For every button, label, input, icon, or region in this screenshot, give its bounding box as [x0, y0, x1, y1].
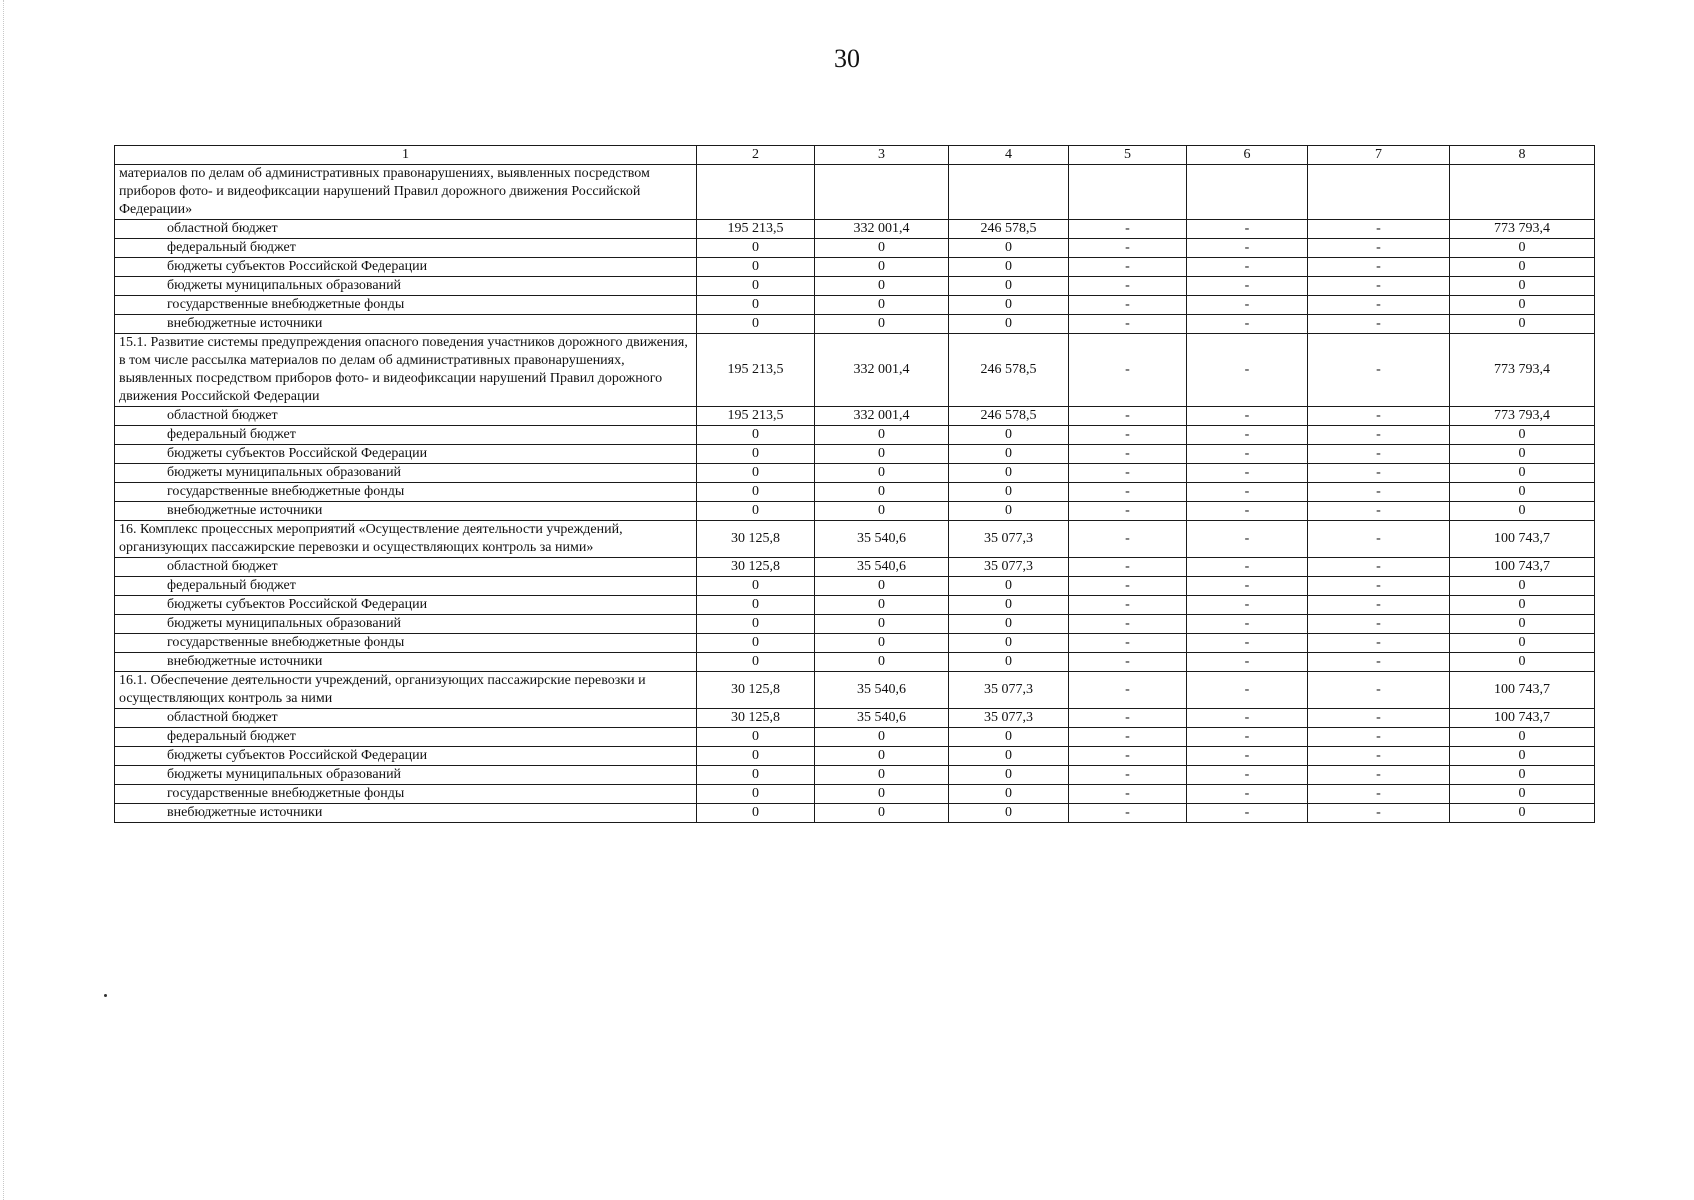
- column-number: 5: [1069, 146, 1187, 165]
- value-cell: 0: [815, 277, 949, 296]
- value-cell: 0: [1450, 258, 1595, 277]
- value-cell: 35 077,3: [949, 521, 1069, 558]
- table-row-source: [115, 239, 1595, 258]
- value-cell: 0: [815, 766, 949, 785]
- value-cell: 35 540,6: [815, 709, 949, 728]
- value-cell: -: [1308, 747, 1450, 766]
- value-cell: 0: [1450, 596, 1595, 615]
- value-cell: [697, 165, 815, 220]
- value-cell: 0: [949, 653, 1069, 672]
- row-description: бюджеты субъектов Российской Федерации: [115, 596, 697, 615]
- value-cell: 35 077,3: [949, 558, 1069, 577]
- value-cell: 0: [815, 296, 949, 315]
- value-cell: -: [1308, 483, 1450, 502]
- value-cell: [949, 165, 1069, 220]
- value-cell: 0: [949, 615, 1069, 634]
- table-body: [115, 146, 1595, 823]
- table-row-item: [115, 165, 1595, 220]
- value-cell: 195 213,5: [697, 407, 815, 426]
- page-number: 30: [834, 44, 860, 73]
- value-cell: 0: [697, 258, 815, 277]
- table-row-item: [115, 521, 1595, 558]
- value-cell: -: [1069, 239, 1187, 258]
- value-cell: 0: [1450, 296, 1595, 315]
- value-cell: 0: [949, 804, 1069, 823]
- value-cell: 773 793,4: [1450, 407, 1595, 426]
- value-cell: 0: [1450, 239, 1595, 258]
- value-cell: 0: [697, 445, 815, 464]
- value-cell: -: [1308, 464, 1450, 483]
- value-cell: 0: [949, 464, 1069, 483]
- value-cell: -: [1187, 672, 1308, 709]
- value-cell: -: [1069, 502, 1187, 521]
- value-cell: 195 213,5: [697, 334, 815, 407]
- value-cell: 0: [697, 502, 815, 521]
- row-description: областной бюджет: [115, 407, 697, 426]
- value-cell: -: [1187, 785, 1308, 804]
- value-cell: 195 213,5: [697, 220, 815, 239]
- value-cell: 0: [815, 596, 949, 615]
- value-cell: -: [1308, 653, 1450, 672]
- value-cell: 0: [815, 239, 949, 258]
- table-row-source: [115, 577, 1595, 596]
- value-cell: -: [1069, 296, 1187, 315]
- value-cell: 0: [949, 502, 1069, 521]
- value-cell: -: [1308, 277, 1450, 296]
- value-cell: 0: [697, 634, 815, 653]
- row-description: бюджеты субъектов Российской Федерации: [115, 445, 697, 464]
- value-cell: 0: [697, 785, 815, 804]
- value-cell: -: [1069, 407, 1187, 426]
- value-cell: 0: [697, 239, 815, 258]
- value-cell: 0: [1450, 483, 1595, 502]
- row-description: федеральный бюджет: [115, 426, 697, 445]
- row-description: 16.1. Обеспечение деятельности учреждений, организующих пассажирские перевозки и осуществляющих контроль за ними: [115, 672, 697, 709]
- value-cell: -: [1308, 785, 1450, 804]
- value-cell: 0: [1450, 785, 1595, 804]
- row-description: бюджеты муниципальных образований: [115, 766, 697, 785]
- value-cell: -: [1308, 407, 1450, 426]
- value-cell: 0: [697, 277, 815, 296]
- row-description: бюджеты муниципальных образований: [115, 615, 697, 634]
- scan-edge: [0, 0, 4, 1200]
- value-cell: -: [1069, 785, 1187, 804]
- value-cell: 0: [697, 296, 815, 315]
- value-cell: [1069, 165, 1187, 220]
- value-cell: 30 125,8: [697, 709, 815, 728]
- value-cell: [1308, 165, 1450, 220]
- row-description: федеральный бюджет: [115, 239, 697, 258]
- value-cell: 0: [697, 615, 815, 634]
- value-cell: -: [1187, 653, 1308, 672]
- row-description: государственные внебюджетные фонды: [115, 483, 697, 502]
- value-cell: -: [1069, 634, 1187, 653]
- table-row-source: [115, 407, 1595, 426]
- value-cell: -: [1187, 521, 1308, 558]
- value-cell: -: [1187, 296, 1308, 315]
- value-cell: 0: [1450, 277, 1595, 296]
- value-cell: -: [1308, 426, 1450, 445]
- value-cell: 0: [949, 277, 1069, 296]
- value-cell: 0: [815, 464, 949, 483]
- row-description: бюджеты субъектов Российской Федерации: [115, 747, 697, 766]
- value-cell: -: [1069, 464, 1187, 483]
- value-cell: -: [1308, 672, 1450, 709]
- value-cell: -: [1069, 558, 1187, 577]
- value-cell: 35 077,3: [949, 709, 1069, 728]
- value-cell: 30 125,8: [697, 558, 815, 577]
- value-cell: -: [1187, 747, 1308, 766]
- value-cell: -: [1187, 426, 1308, 445]
- value-cell: 0: [697, 596, 815, 615]
- value-cell: -: [1069, 521, 1187, 558]
- value-cell: 100 743,7: [1450, 672, 1595, 709]
- value-cell: -: [1187, 445, 1308, 464]
- value-cell: 0: [949, 577, 1069, 596]
- value-cell: 0: [949, 445, 1069, 464]
- value-cell: 246 578,5: [949, 220, 1069, 239]
- value-cell: -: [1069, 426, 1187, 445]
- value-cell: -: [1069, 766, 1187, 785]
- value-cell: -: [1069, 709, 1187, 728]
- value-cell: 0: [1450, 728, 1595, 747]
- value-cell: -: [1187, 577, 1308, 596]
- value-cell: 0: [949, 634, 1069, 653]
- value-cell: -: [1187, 315, 1308, 334]
- value-cell: 30 125,8: [697, 672, 815, 709]
- value-cell: -: [1308, 634, 1450, 653]
- value-cell: 0: [949, 785, 1069, 804]
- value-cell: -: [1308, 220, 1450, 239]
- value-cell: -: [1308, 315, 1450, 334]
- value-cell: 0: [815, 445, 949, 464]
- table-row-item: [115, 334, 1595, 407]
- table-row-source: [115, 804, 1595, 823]
- table-row-source: [115, 653, 1595, 672]
- value-cell: 0: [949, 483, 1069, 502]
- value-cell: 0: [815, 634, 949, 653]
- value-cell: -: [1187, 464, 1308, 483]
- table-row-source: [115, 596, 1595, 615]
- value-cell: 100 743,7: [1450, 709, 1595, 728]
- value-cell: 0: [1450, 615, 1595, 634]
- value-cell: -: [1069, 577, 1187, 596]
- value-cell: [1450, 165, 1595, 220]
- value-cell: 0: [815, 258, 949, 277]
- value-cell: 0: [949, 747, 1069, 766]
- column-number: 4: [949, 146, 1069, 165]
- value-cell: 0: [697, 747, 815, 766]
- table-row-source: [115, 709, 1595, 728]
- value-cell: -: [1187, 239, 1308, 258]
- value-cell: -: [1308, 577, 1450, 596]
- value-cell: 0: [1450, 634, 1595, 653]
- value-cell: -: [1308, 258, 1450, 277]
- column-number: 1: [115, 146, 697, 165]
- column-number: 6: [1187, 146, 1308, 165]
- value-cell: 35 540,6: [815, 521, 949, 558]
- value-cell: -: [1308, 521, 1450, 558]
- table-row-source: [115, 220, 1595, 239]
- value-cell: -: [1069, 220, 1187, 239]
- value-cell: -: [1187, 804, 1308, 823]
- table-row-source: [115, 483, 1595, 502]
- value-cell: 0: [815, 577, 949, 596]
- scan-speck: [104, 994, 107, 997]
- value-cell: -: [1069, 258, 1187, 277]
- value-cell: -: [1069, 277, 1187, 296]
- table-row-source: [115, 558, 1595, 577]
- value-cell: 773 793,4: [1450, 220, 1595, 239]
- value-cell: 332 001,4: [815, 334, 949, 407]
- value-cell: -: [1187, 502, 1308, 521]
- value-cell: 0: [949, 426, 1069, 445]
- row-description: государственные внебюджетные фонды: [115, 634, 697, 653]
- value-cell: -: [1187, 558, 1308, 577]
- value-cell: 0: [697, 804, 815, 823]
- value-cell: 332 001,4: [815, 407, 949, 426]
- column-number: 8: [1450, 146, 1595, 165]
- value-cell: 246 578,5: [949, 407, 1069, 426]
- value-cell: 0: [1450, 464, 1595, 483]
- table-row-source: [115, 296, 1595, 315]
- value-cell: -: [1308, 596, 1450, 615]
- value-cell: 0: [697, 577, 815, 596]
- value-cell: -: [1308, 766, 1450, 785]
- row-description: федеральный бюджет: [115, 728, 697, 747]
- value-cell: -: [1187, 615, 1308, 634]
- value-cell: 100 743,7: [1450, 521, 1595, 558]
- value-cell: 0: [949, 296, 1069, 315]
- value-cell: 0: [697, 426, 815, 445]
- row-description: областной бюджет: [115, 220, 697, 239]
- value-cell: -: [1308, 728, 1450, 747]
- value-cell: 0: [1450, 426, 1595, 445]
- row-description: материалов по делам об административных правонарушениях, выявленных посредством приборов фото- и видеофиксации нарушений Правил дорожного движения Российской Федерации»: [115, 165, 697, 220]
- row-description: областной бюджет: [115, 709, 697, 728]
- value-cell: -: [1069, 596, 1187, 615]
- table-header-row: [115, 146, 1595, 165]
- value-cell: -: [1069, 728, 1187, 747]
- value-cell: 0: [697, 464, 815, 483]
- value-cell: 773 793,4: [1450, 334, 1595, 407]
- row-description: внебюджетные источники: [115, 653, 697, 672]
- column-number: 3: [815, 146, 949, 165]
- row-description: государственные внебюджетные фонды: [115, 296, 697, 315]
- row-description: внебюджетные источники: [115, 315, 697, 334]
- value-cell: 0: [697, 766, 815, 785]
- value-cell: 0: [697, 728, 815, 747]
- table-row-source: [115, 785, 1595, 804]
- value-cell: -: [1069, 334, 1187, 407]
- value-cell: [815, 165, 949, 220]
- value-cell: 0: [1450, 315, 1595, 334]
- value-cell: 0: [1450, 653, 1595, 672]
- value-cell: 0: [815, 653, 949, 672]
- value-cell: 0: [815, 804, 949, 823]
- value-cell: -: [1187, 709, 1308, 728]
- table-row-source: [115, 445, 1595, 464]
- value-cell: 0: [1450, 445, 1595, 464]
- value-cell: 100 743,7: [1450, 558, 1595, 577]
- value-cell: 0: [1450, 747, 1595, 766]
- value-cell: -: [1308, 334, 1450, 407]
- value-cell: 35 540,6: [815, 558, 949, 577]
- value-cell: -: [1187, 728, 1308, 747]
- value-cell: 0: [949, 766, 1069, 785]
- value-cell: 332 001,4: [815, 220, 949, 239]
- row-description: бюджеты муниципальных образований: [115, 464, 697, 483]
- value-cell: -: [1069, 315, 1187, 334]
- row-description: 15.1. Развитие системы предупреждения опасного поведения участников дорожного движения, в том числе рассылка материалов по делам об административных правонарушениях, выявленных посредством приборов фото- и видеофиксации нарушений Правил дорожного движения Российской Федерации: [115, 334, 697, 407]
- value-cell: -: [1308, 615, 1450, 634]
- row-description: 16. Комплекс процессных мероприятий «Осуществление деятельности учреждений, организующих пассажирские перевозки и осуществляющих контроль за ними»: [115, 521, 697, 558]
- value-cell: -: [1187, 334, 1308, 407]
- table-row-source: [115, 747, 1595, 766]
- value-cell: -: [1308, 804, 1450, 823]
- value-cell: 0: [815, 426, 949, 445]
- value-cell: -: [1308, 296, 1450, 315]
- value-cell: 35 540,6: [815, 672, 949, 709]
- table-row-source: [115, 277, 1595, 296]
- value-cell: -: [1308, 709, 1450, 728]
- table-row-source: [115, 315, 1595, 334]
- table-row-source: [115, 258, 1595, 277]
- value-cell: 0: [1450, 766, 1595, 785]
- value-cell: 0: [949, 239, 1069, 258]
- table-row-source: [115, 766, 1595, 785]
- value-cell: -: [1069, 653, 1187, 672]
- value-cell: 0: [815, 483, 949, 502]
- table-row-source: [115, 502, 1595, 521]
- value-cell: 0: [697, 653, 815, 672]
- value-cell: 0: [949, 258, 1069, 277]
- value-cell: -: [1069, 445, 1187, 464]
- value-cell: -: [1187, 277, 1308, 296]
- value-cell: 0: [815, 502, 949, 521]
- value-cell: 0: [1450, 502, 1595, 521]
- table-row-source: [115, 615, 1595, 634]
- value-cell: 0: [1450, 577, 1595, 596]
- value-cell: 246 578,5: [949, 334, 1069, 407]
- table-row-source: [115, 634, 1595, 653]
- table-row-source: [115, 464, 1595, 483]
- value-cell: 0: [949, 596, 1069, 615]
- value-cell: [1187, 165, 1308, 220]
- row-description: бюджеты муниципальных образований: [115, 277, 697, 296]
- row-description: внебюджетные источники: [115, 502, 697, 521]
- budget-table: [114, 145, 1595, 823]
- value-cell: 0: [815, 785, 949, 804]
- value-cell: 0: [815, 728, 949, 747]
- column-number: 2: [697, 146, 815, 165]
- value-cell: 0: [697, 483, 815, 502]
- value-cell: -: [1308, 239, 1450, 258]
- value-cell: -: [1308, 558, 1450, 577]
- value-cell: -: [1069, 483, 1187, 502]
- table-row-source: [115, 426, 1595, 445]
- value-cell: 0: [697, 315, 815, 334]
- table-row-source: [115, 728, 1595, 747]
- value-cell: -: [1187, 766, 1308, 785]
- value-cell: -: [1187, 634, 1308, 653]
- value-cell: -: [1069, 672, 1187, 709]
- value-cell: -: [1069, 615, 1187, 634]
- column-number: 7: [1308, 146, 1450, 165]
- value-cell: 30 125,8: [697, 521, 815, 558]
- value-cell: -: [1069, 747, 1187, 766]
- value-cell: 35 077,3: [949, 672, 1069, 709]
- value-cell: -: [1187, 258, 1308, 277]
- value-cell: 0: [815, 315, 949, 334]
- value-cell: 0: [949, 728, 1069, 747]
- value-cell: 0: [949, 315, 1069, 334]
- row-description: федеральный бюджет: [115, 577, 697, 596]
- row-description: бюджеты субъектов Российской Федерации: [115, 258, 697, 277]
- value-cell: -: [1308, 445, 1450, 464]
- row-description: областной бюджет: [115, 558, 697, 577]
- table-row-item: [115, 672, 1595, 709]
- value-cell: 0: [1450, 804, 1595, 823]
- value-cell: 0: [815, 615, 949, 634]
- value-cell: 0: [815, 747, 949, 766]
- row-description: внебюджетные источники: [115, 804, 697, 823]
- value-cell: -: [1069, 804, 1187, 823]
- value-cell: -: [1187, 483, 1308, 502]
- value-cell: -: [1187, 220, 1308, 239]
- value-cell: -: [1187, 596, 1308, 615]
- value-cell: -: [1187, 407, 1308, 426]
- value-cell: -: [1308, 502, 1450, 521]
- row-description: государственные внебюджетные фонды: [115, 785, 697, 804]
